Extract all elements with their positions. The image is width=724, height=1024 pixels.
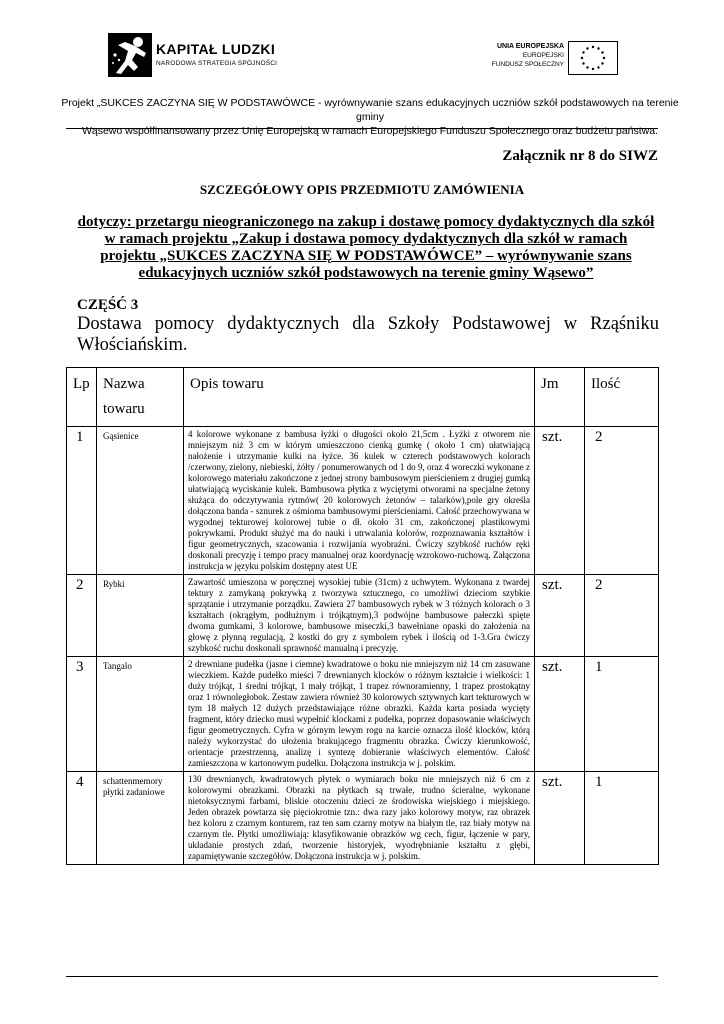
document-title: SZCZEGÓŁOWY OPIS PRZEDMIOTU ZAMÓWIENIA (199, 182, 525, 197)
project-line-1: Projekt „SUKCES ZACZYNA SIĘ W PODSTAWÓWCE - wyrównywanie szans edukacyjnych uczniów szkół podstawowych na terenie gminy (61, 97, 679, 123)
header-name (97, 368, 184, 427)
subject-text: dotyczy: przetargu nieograniczonego na zakup i dostawę pomocy dydaktycznych dla szkół w ramach projektu „Zakup i dostawa pomocy dydaktycznych dla szkół w ramach projektu „SUKCES ZACZYNA SIĘ W PODSTAWÓWCE” – wyrównywanie szans edukacyjnych uczniów szkół podstawowych na terenie gminy Wąsewo” (77, 214, 655, 281)
row-jm: szt. (535, 657, 585, 772)
row-qty: 2 (585, 427, 659, 575)
attachment-label: Załącznik nr 8 do SIWZ (502, 148, 658, 164)
part-label: CZĘŚĆ 3 (77, 297, 139, 313)
project-header-text (60, 96, 680, 138)
row-qty: 1 (585, 772, 659, 865)
row-desc: Zawartość umieszona w poręcznej wysokiej tubie (31cm) z uchwytem. Wykonana z twardej tektury z zamykaną pokrywką z tworzywa sztucznego, co umożliwi dzieciom szybkie sprzątanie i utrzymanie porządku. Zawiera 27 bambusowych rybek w 3 różnych kolorach o 3 kształtach (okrągłym, podłużnym i trójkątnym),3 podwójne bambusowe pałeczki spięte dwoma gumkami, 3 kolorowe, bambusowe miseczki,3 bawełniane opaski do założenia na głowę z płynną regulacją, 2 kostki do gry z symbolem rybek i ilością od 1-3.Gra ćwiczy szybkość ruchu doskonali sprawność manualną i precyzję. (184, 575, 535, 657)
eu-line3: FUNDUSZ SPOŁECZNY (491, 61, 564, 68)
row-desc: 2 drewniane pudełka (jasne i ciemne) kwadratowe o boku nie mniejszym niż 14 cm zasuwane wieczkiem. Każde pudełko mieści 7 drewnianych klocków o różnym kształcie i wielkości: 1 duży trójkąt, 1 średni trójkąt, 1 mały trójkąt, 1 trapez równoramienny, 1 trapez prostokątny oraz 1 równoległobok. Zestaw zawiera również 30 kolorowych sztywnych kart tekturowych w tym 18 małych 12 dużych przedstawiające różne obrazki. Każda karta posiada wycięty fragment, który dziecko musi wypełnić klockami z pudełka, poprzez dopasowanie właściwych figur geometrycznych. Cyfra w górnym lewym rogu na karcie oznacza ilość klocków, którą należy wykorzystać do ułożenia brakującego fragmentu obrazka. Ćwiczy kierunkowość, orientacje przestrzenną, analizę i syntezę dobieranie właściwych elementów. Całość zamieszczona w kartonowym pudełku. Dołączona instrukcja w j. polskim. (184, 657, 535, 772)
header-divider (66, 128, 658, 129)
delivery-text: Dostawa pomocy dydaktycznych dla Szkoły Podstawowej w Rząśniku Włościańskim. (77, 314, 659, 355)
row-name: Rybki (97, 575, 184, 657)
table-header-row (67, 368, 659, 427)
row-lp: 3 (67, 657, 97, 772)
items-table (66, 367, 659, 865)
row-lp: 2 (67, 575, 97, 657)
row-name: Gąsienice (97, 427, 184, 575)
row-qty: 2 (585, 575, 659, 657)
table-row (67, 427, 659, 575)
eu-line1: UNIA EUROPEJSKA (496, 43, 564, 50)
project-line-2: Wąsewo współfinansowany przez Unię Europejską w ramach Europejskiego Funduszu Społecznego oraz budżetu państwa. (81, 125, 659, 137)
row-name: schattenmemory płytki zadaniowe (97, 772, 184, 865)
kapital-ludzki-emblem-icon (108, 33, 152, 77)
row-lp: 4 (67, 772, 97, 865)
header-name-line2: towaru (103, 401, 145, 417)
row-lp: 1 (67, 427, 97, 575)
eu-line2: EUROPEJSKI (522, 52, 564, 59)
kapital-ludzki-title: KAPITAŁ LUDZKI (156, 41, 276, 57)
row-name: Tangalo (97, 657, 184, 772)
row-jm: szt. (535, 427, 585, 575)
row-jm: szt. (535, 772, 585, 865)
header-jm: Jm (535, 368, 585, 427)
header-desc: Opis towaru (184, 368, 535, 427)
table-row (67, 575, 659, 657)
eu-logo (470, 38, 632, 78)
header-name-line1: Nazwa (103, 376, 145, 392)
table-row (67, 772, 659, 865)
kapital-ludzki-logo (108, 33, 278, 83)
eu-logo-text (492, 42, 564, 69)
kapital-ludzki-subtitle: NARODOWA STRATEGIA SPÓJNOŚCI (156, 60, 278, 67)
header-qty: Ilość (585, 368, 659, 427)
footer-divider (66, 976, 658, 977)
row-desc: 130 drewnianych, kwadratowych płytek o wymiarach boku nie mniejszych niż 6 cm z kolorowymi obrazkami. Obrazki na płytkach są trwałe, trudno ścieralne, wykonane nietoksycznymi farbami, bliskie otoczeniu dzieci ze środowiska wiejskiego i miejskiego. Jeden obrazek powtarza się pięciokrotnie tzn.: dwa razy jako kolorowy motyw, raz obrazek bez koloru z czarnym konturem, raz ten sam czarny motyw na białym tle, raz biały motyw na czarnym tle. Płytki umożliwiają: klasyfikowanie obrazków wg cech, figur, łączenie w pary, układanie prostych zdań, tworzenie historyjek, wyodrębnianie kształtu z głębi, zapamiętywanie szczegółów. Dołączona instrukcja w j. polskim. (184, 772, 535, 865)
row-desc: 4 kolorowe wykonane z bambusa łyżki o długości około 21,5cm . Łyżki z otworem nie mniejszym niż 3 cm w którym umieszczono cienką gumkę ( około 1 cm) ułatwiającą nałożenie i utrzymanie kulki na łyżce. 36 kulek w czterech podstawowych kolorach /czerwony, zielony, niebieski, żółty / ponumerowanych od 1 do 9, oraz 4 woreczki wykonane z kolorowego materiału zakończone z jednej strony bambusowym pierścieniem z drugiej gumką ułatwiającą wyciskanie kulek. Bambusowa płytka z wyciętymi otworami na specjalne żetony służąca do odczytywania rytmów( 20 kolorowych żetonów – talarków),pole gry określa dołączona banda - sznurek z ośmioma bambusowymi pierścieniami. Całość przechowywana w wygodnej tekturowej kolorowej tubie o dł. około 31 cm, zakończonej plastikowymi pokrywkami. Produkt służyć ma do nauki i utrwalania kolorów, rozpoznawania kształtów i figur geometrycznych, szacowania i rozwijania wyobraźni. Ćwiczy szybkość ruchów ręki doskonali precyzję i tempo pracy manualnej oraz koordynację wzrokowo-ruchową. Załączona instrukcja w języku polskim dostępny atest UE (184, 427, 535, 575)
row-jm: szt. (535, 575, 585, 657)
eu-flag-icon (568, 41, 618, 75)
header-lp: Lp (67, 368, 97, 427)
row-qty: 1 (585, 657, 659, 772)
table-row (67, 657, 659, 772)
